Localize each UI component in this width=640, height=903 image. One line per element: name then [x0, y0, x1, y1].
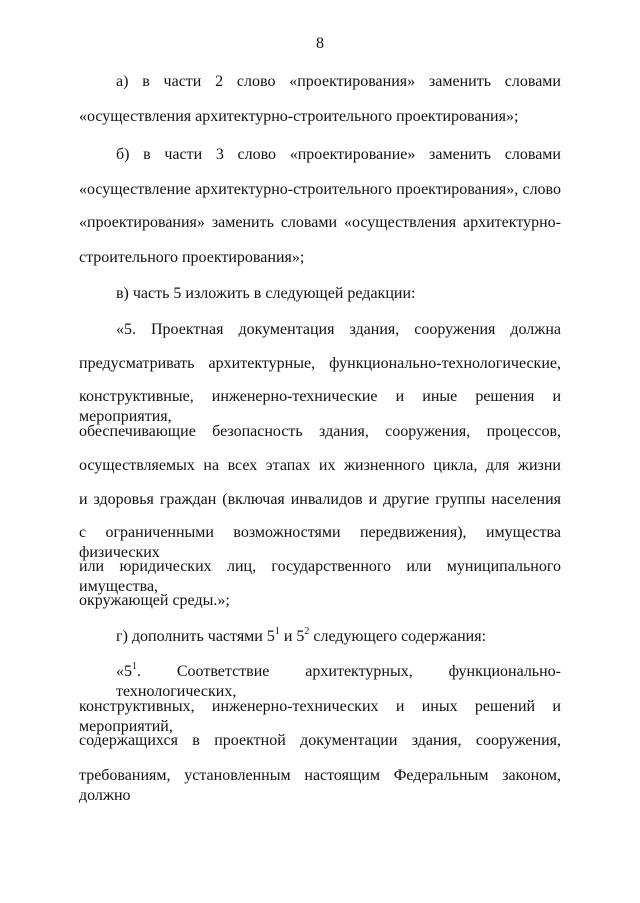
text-line: содержащихся в проектной документации здания, сооружения, [79, 732, 561, 749]
page-number: 8 [316, 35, 324, 52]
text-line: с ограниченными возможностями передвижения), имущества физических [79, 524, 561, 561]
superscript: 1 [274, 625, 280, 637]
text-line: в) часть 5 изложить в следующей редакции: [116, 285, 416, 302]
text-line: обеспечивающие безопасность здания, сооружения, процессов, [79, 423, 561, 440]
text-line: «осуществление архитектурно-строительного проектирования», слово [79, 181, 561, 198]
text-line: «5. Проектная документация здания, сооружения должна [116, 321, 561, 338]
text-line: строительного проектирования»; [79, 249, 305, 266]
text-line: конструктивных, инженерно-технических и иных решений и мероприятий, [79, 698, 561, 735]
text-line: б) в части 3 слово «проектирование» заменить словами [116, 146, 561, 163]
text-line-with-superscripts: г) дополнить частями $5^1$ и $5^2$ следующего содержания: [116, 625, 487, 645]
text-line: «проектирования» заменить словами «осуществления архитектурно- [79, 214, 561, 231]
text-line: «осуществления архитектурно-строительного проектирования»; [79, 108, 519, 125]
text-line: и здоровья граждан (включая инвалидов и другие группы населения [79, 491, 561, 508]
text-line: или юридических лиц, государственного или муниципального имущества, [79, 558, 561, 595]
text-line: предусматривать архитектурные, функционально-технологические, [79, 355, 561, 372]
text-line: окружающей среды.»; [79, 592, 230, 609]
text-line: осуществляемых на всех этапах их жизненного цикла, для жизни [79, 457, 561, 474]
superscript: 1 [132, 660, 137, 672]
text-line-with-superscript: «$5^1$. Соответствие архитектурных, функционально-технологических, [116, 660, 561, 700]
text-line: требованиям, установленным настоящим Федеральным законом, должно [79, 767, 561, 804]
superscript: 2 [304, 625, 310, 637]
text-line: а) в части 2 слово «проектирования» заменить словами [116, 73, 561, 90]
text-line: конструктивные, инженерно-технические и иные решения и мероприятия, [79, 388, 561, 425]
